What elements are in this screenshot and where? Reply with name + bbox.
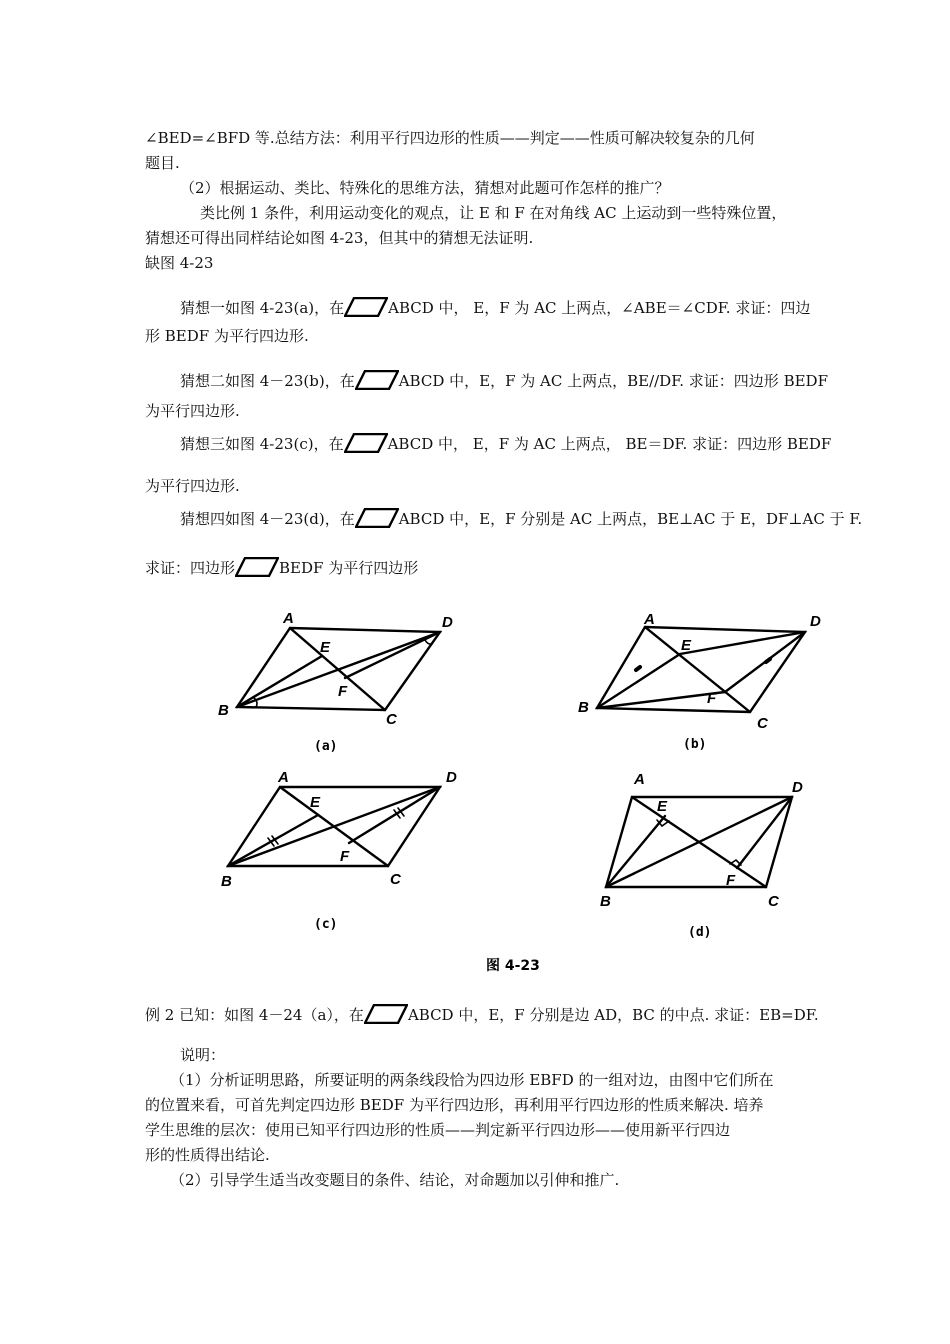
label-b: B bbox=[218, 702, 229, 719]
figure-title: 图 4-23 bbox=[486, 958, 540, 974]
paragraph-line: 类比例 1 条件，利用运动变化的观点，让 E 和 F 在对角线 AC 上运动到一些特殊位置， bbox=[200, 204, 787, 222]
conjecture-2-label: 猜想二如图 4－23(b)，在 bbox=[180, 372, 355, 390]
label-f: F bbox=[340, 848, 350, 865]
paragraph-line: 缺图 4-23 bbox=[145, 254, 214, 272]
conjecture-4-prefix: 求证：四边形 bbox=[145, 559, 236, 577]
label-a: A bbox=[634, 771, 645, 788]
example-2-label: 例 2 已知：如图 4－24（a），在 bbox=[145, 1006, 364, 1024]
paragraph-line: 猜想还可得出同样结论如图 4-23，但其中的猜想无法证明. bbox=[145, 229, 534, 247]
label-b: B bbox=[578, 699, 589, 716]
conjecture-3-text: ABCD 中， E，F 为 AC 上两点， BE＝DF. 求证：四边形 BEDF bbox=[387, 435, 832, 453]
conjecture-4-label: 猜想四如图 4－23(d)，在 bbox=[180, 510, 355, 528]
paragraph-line: 的位置来看，可首先判定四边形 BEDF 为平行四边形，再利用平行四边形的性质来解决. 培养 bbox=[145, 1096, 764, 1114]
segment-be bbox=[228, 815, 318, 866]
caption-c: (c) bbox=[314, 917, 338, 932]
paragraph-line: （2）根据运动、类比、特殊化的思维方法，猜想对此题可作怎样的推广？ bbox=[180, 179, 670, 197]
label-f: F bbox=[338, 683, 348, 700]
label-e: E bbox=[320, 639, 331, 656]
conjecture-1-text: ABCD 中， E，F 为 AC 上两点，∠ABE＝∠CDF. 求证：四边 bbox=[388, 299, 811, 317]
paragraph-line: ∠BED=∠BFD 等.总结方法：利用平行四边形的性质——判定——性质可解决较复杂的几何 bbox=[145, 129, 755, 147]
segment-be bbox=[606, 816, 665, 887]
label-e: E bbox=[310, 794, 321, 811]
label-b: B bbox=[600, 893, 611, 910]
label-d: D bbox=[442, 614, 453, 631]
label-e: E bbox=[657, 798, 668, 815]
label-c: C bbox=[390, 871, 401, 888]
parallel-mark-df bbox=[766, 659, 770, 662]
label-f: F bbox=[726, 872, 736, 889]
conjecture-2-text: ABCD 中，E，F 为 AC 上两点，BE//DF. 求证：四边形 BEDF bbox=[398, 372, 828, 390]
label-d: D bbox=[810, 613, 821, 630]
diagonal-bd bbox=[606, 797, 792, 887]
figure-d bbox=[606, 797, 792, 887]
conjecture-3 bbox=[180, 433, 831, 454]
parallelogram-icon bbox=[364, 1004, 408, 1024]
parallelogram-icon bbox=[355, 508, 399, 528]
label-c: C bbox=[768, 893, 779, 910]
paragraph-line: （2）引导学生适当改变题目的条件、结论，对命题加以引伸和推广. bbox=[170, 1171, 620, 1189]
paragraph-line: 形 BEDF 为平行四边形. bbox=[145, 327, 309, 345]
segment-ed bbox=[680, 632, 805, 654]
label-a: A bbox=[644, 611, 655, 628]
conjecture-1-label: 猜想一如图 4-23(a)，在 bbox=[180, 299, 345, 317]
label-a: A bbox=[278, 769, 289, 786]
conjecture-4 bbox=[180, 508, 862, 529]
label-d: D bbox=[446, 769, 457, 786]
example-2-text: ABCD 中，E，F 分别是边 AD，BC 的中点. 求证：EB=DF. bbox=[407, 1006, 819, 1024]
label-d: D bbox=[792, 779, 803, 796]
conjecture-3-label: 猜想三如图 4-23(c)，在 bbox=[180, 435, 344, 453]
paragraph-line: 为平行四边形. bbox=[145, 477, 240, 495]
explanation-title: 说明： bbox=[180, 1046, 226, 1064]
parallelogram-icon bbox=[355, 370, 399, 390]
caption-d: (d) bbox=[688, 925, 712, 940]
segment-df bbox=[737, 797, 792, 868]
parallel-mark-be bbox=[636, 667, 640, 670]
figure-c bbox=[228, 787, 440, 866]
conjecture-4-text: ABCD 中，E，F 分别是 AC 上两点，BE⊥AC 于 E，DF⊥AC 于 F. bbox=[398, 510, 863, 528]
label-c: C bbox=[386, 711, 397, 728]
example-2 bbox=[145, 1004, 819, 1025]
paragraph-line: 形的性质得出结论. bbox=[145, 1146, 270, 1164]
parallelogram-icon bbox=[235, 557, 279, 577]
label-c: C bbox=[757, 715, 768, 732]
label-f: F bbox=[707, 690, 717, 707]
label-e: E bbox=[681, 637, 692, 654]
paragraph-line: （1）分析证明思路，所要证明的两条线段恰为四边形 EBFD 的一组对边，由图中它们所在 bbox=[170, 1071, 774, 1089]
caption-a: (a) bbox=[314, 739, 338, 754]
conjecture-4-conclusion bbox=[145, 557, 418, 578]
figure-4-23 bbox=[200, 598, 840, 983]
paragraph-line: 学生思维的层次：使用已知平行四边形的性质——判定新平行四边形——使用新平行四边 bbox=[145, 1121, 731, 1139]
parallelogram-icon bbox=[344, 433, 388, 453]
conjecture-1 bbox=[180, 297, 810, 318]
caption-b: (b) bbox=[683, 737, 707, 752]
paragraph-line: 为平行四边形. bbox=[145, 402, 240, 420]
parallelogram-icon bbox=[344, 297, 388, 317]
parallelogram-abcd bbox=[597, 627, 805, 712]
conjecture-2 bbox=[180, 370, 828, 391]
paragraph-line: 题目. bbox=[145, 154, 180, 172]
segment-df bbox=[345, 632, 440, 678]
angle-mark-d bbox=[425, 640, 432, 644]
label-b: B bbox=[221, 873, 232, 890]
conjecture-4-suffix: BEDF 为平行四边形 bbox=[279, 559, 419, 577]
diagonal-bd bbox=[228, 787, 440, 866]
figure-b bbox=[597, 627, 805, 712]
label-a: A bbox=[283, 610, 294, 627]
